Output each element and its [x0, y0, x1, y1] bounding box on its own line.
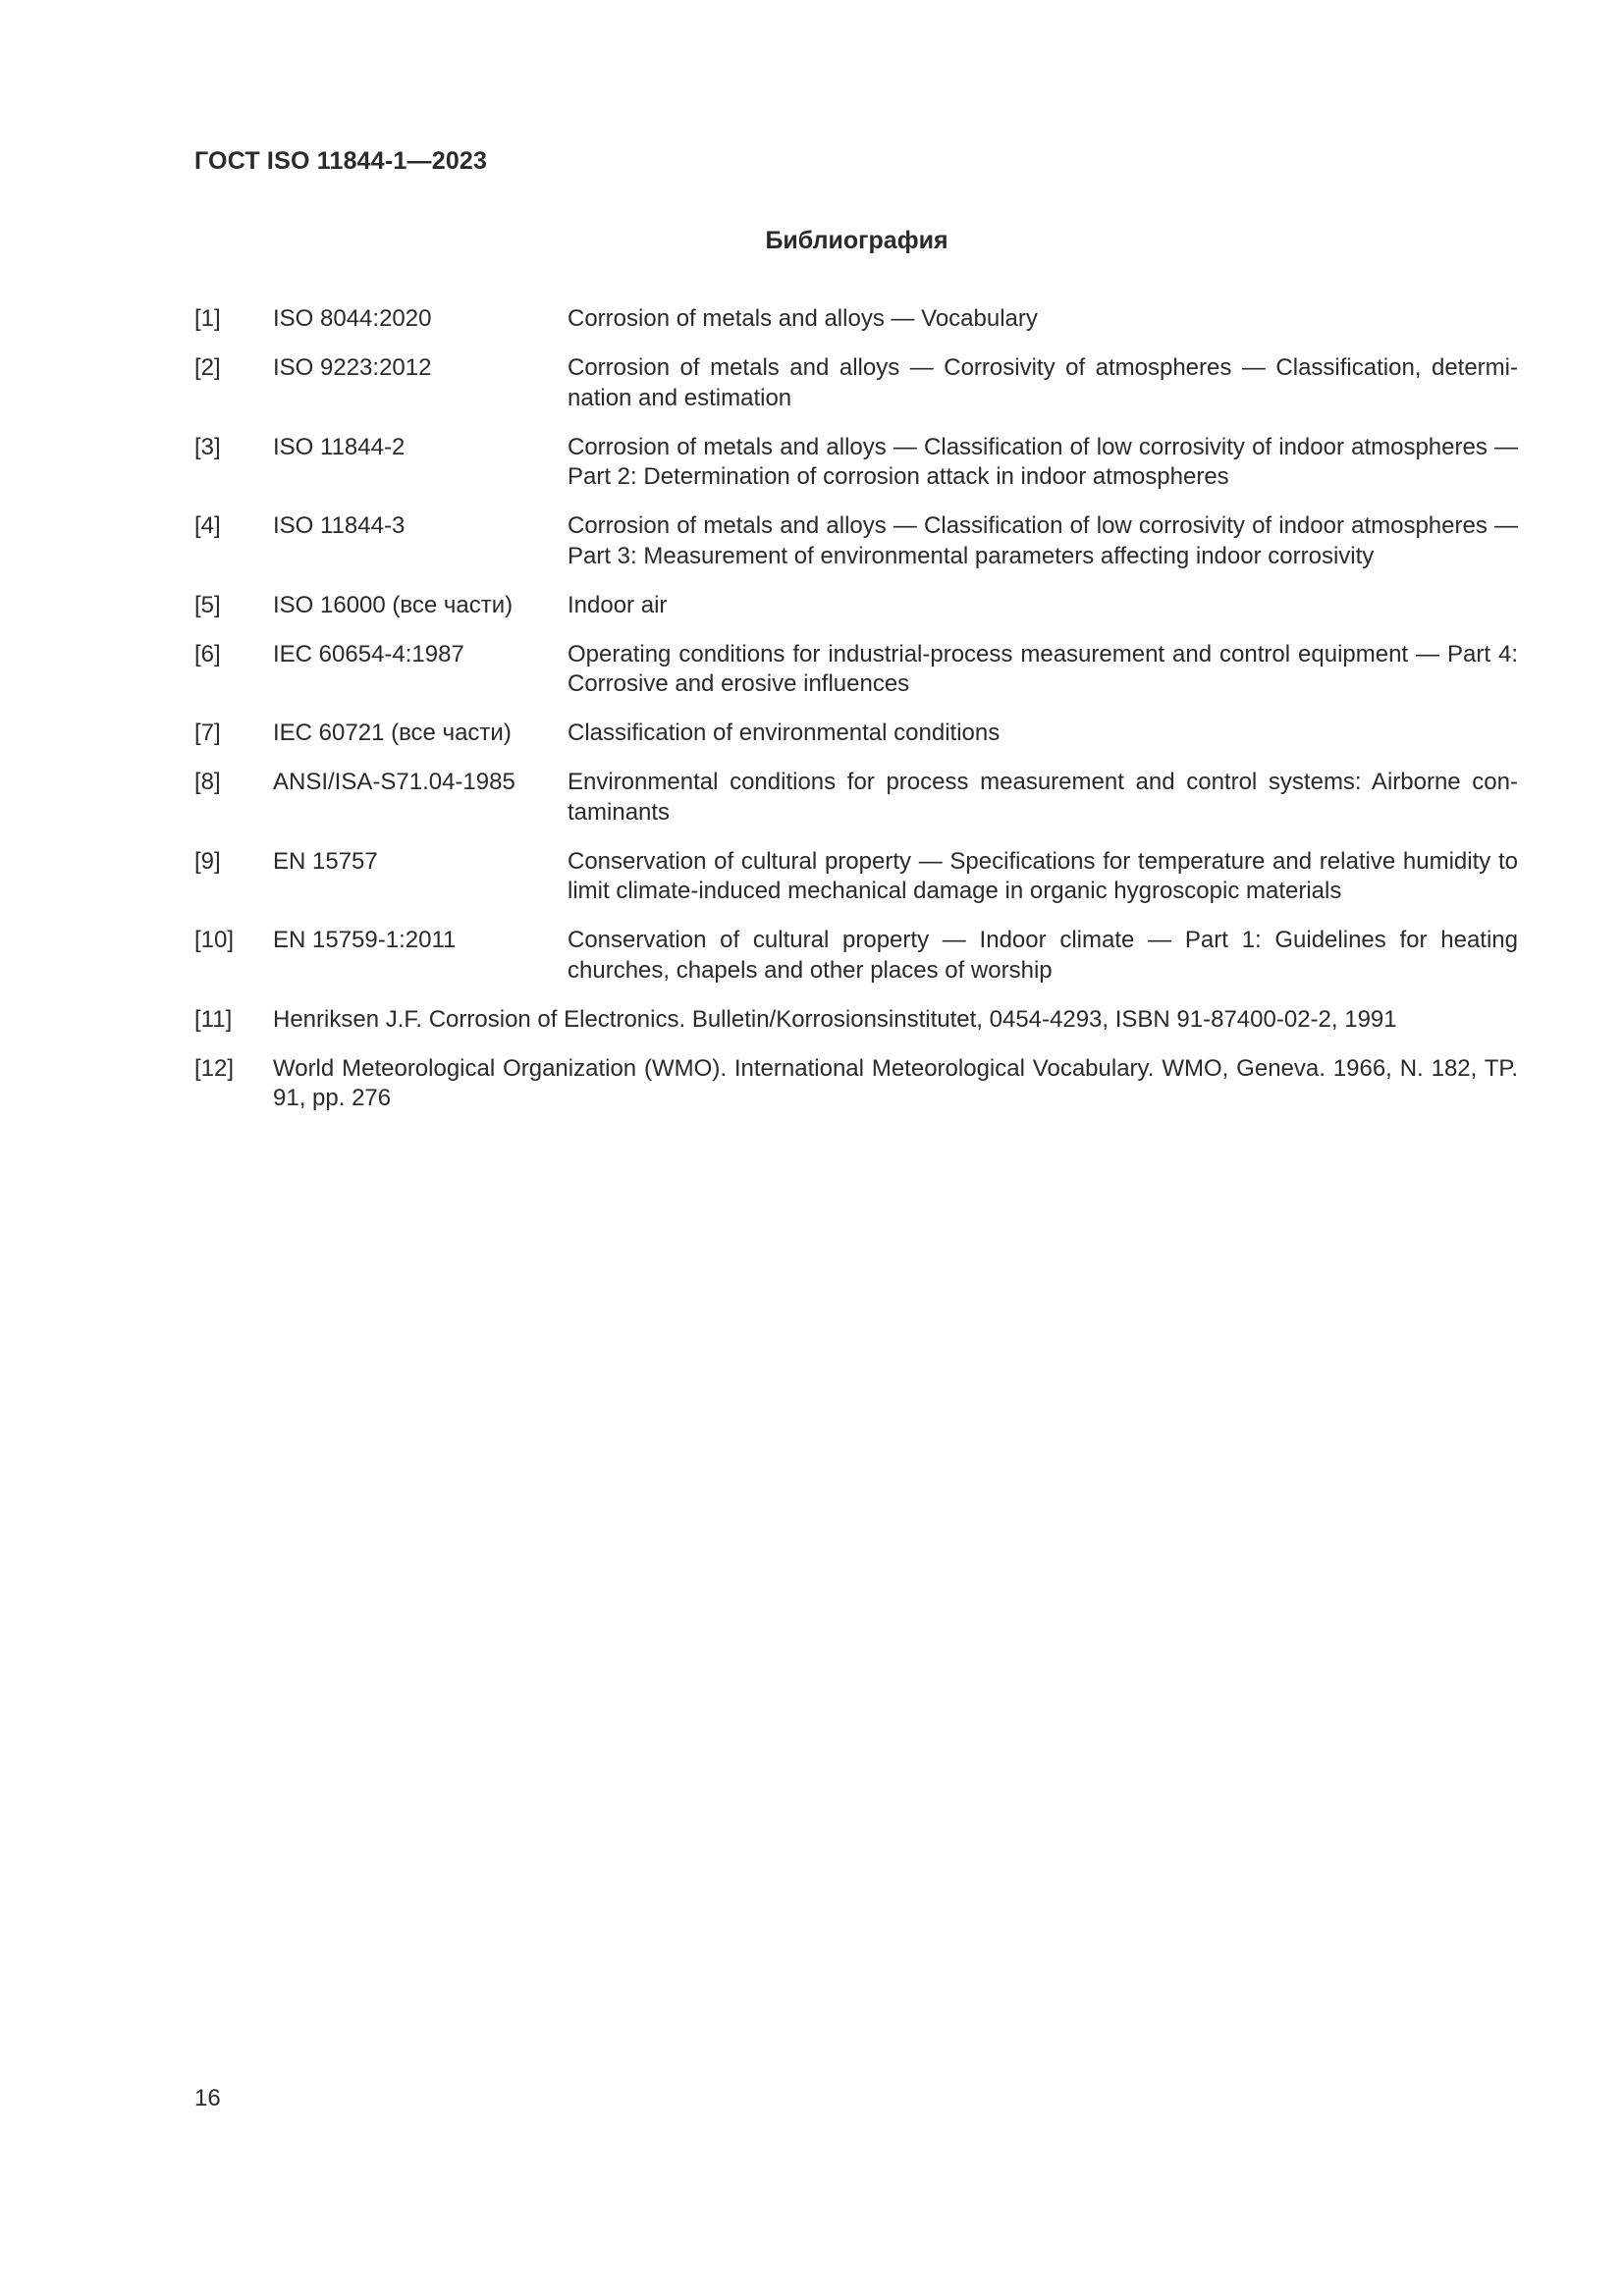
- reference-number: [8]: [194, 769, 221, 795]
- reference-item: [194, 719, 1518, 749]
- reference-code: IEC 60654-4:1987: [273, 640, 464, 667]
- reference-title: Operating conditions for industrial-process measurement and control equipment — Part 4: Corrosive and erosive influences: [568, 640, 1518, 697]
- reference-title: Corrosion of metals and alloys — Vocabulary: [568, 305, 1038, 332]
- reference-code: ANSI/ISA-S71.04-1985: [273, 769, 515, 795]
- reference-number: [3]: [194, 433, 221, 460]
- reference-number: [12]: [194, 1054, 235, 1082]
- reference-number: [9]: [194, 847, 221, 875]
- page-number: 16: [194, 2085, 221, 2111]
- bibliography-title: Библиография: [765, 227, 948, 254]
- reference-number: [10]: [194, 927, 235, 953]
- reference-code: EN 15757: [273, 847, 378, 875]
- reference-item: [194, 511, 1518, 571]
- reference-citation: World Meteorological Organization (WMO). International Meteorological Vocabulary. WMO, Geneva. 1966, N. 182, TP. 91, pp. 276: [273, 1054, 1518, 1111]
- reference-number: [5]: [194, 591, 221, 618]
- reference-title: Corrosion of metals and alloys — Classification of low corrosivity of indoor atmospheres — Part 2: Determination of corrosion attack in indoor atmospheres: [568, 433, 1518, 490]
- reference-code: ISO 8044:2020: [273, 305, 432, 332]
- reference-number: [11]: [194, 1005, 233, 1033]
- reference-number: [4]: [194, 512, 221, 539]
- reference-title: Environmental conditions for process measurement and control systems: Airborne contaminants: [568, 769, 1518, 826]
- reference-item: [194, 433, 1518, 493]
- reference-item: [194, 1005, 1518, 1036]
- reference-item: [194, 304, 1518, 335]
- reference-code: ISO 11844-2: [273, 433, 406, 460]
- reference-list: [194, 304, 1518, 1133]
- reference-code: ISO 16000 (все части): [273, 591, 514, 618]
- reference-citation: Henriksen J.F. Corrosion of Electronics. Bulletin/Korrosionsinstitutet, 0454-4293, ISBN 91-87400-02-2, 1991: [273, 1005, 1397, 1033]
- reference-number: [7]: [194, 720, 221, 746]
- reference-title: Conservation of cultural property — Indoor climate — Part 1: Guidelines for heating churches, chapels and other places of worship: [568, 927, 1518, 984]
- document-id-header: ГОСТ ISO 11844-1—2023: [194, 147, 488, 175]
- reference-item: [194, 768, 1518, 828]
- reference-code: ISO 9223:2012: [273, 354, 432, 381]
- reference-title: Corrosion of metals and alloys — Corrosivity of atmospheres — Classification, determination and estimation: [568, 354, 1518, 411]
- reference-item: [194, 353, 1518, 413]
- reference-item: [194, 1054, 1518, 1114]
- reference-title: Corrosion of metals and alloys — Classification of low corrosivity of indoor atmospheres — Part 3: Measurement of environmental parameters affecting indoor corrosivity: [568, 512, 1518, 569]
- reference-item: [194, 591, 1518, 621]
- reference-item: [194, 640, 1518, 700]
- reference-title: Indoor air: [568, 591, 668, 618]
- reference-number: [2]: [194, 354, 221, 381]
- reference-item: [194, 926, 1518, 986]
- reference-title: Classification of environmental conditions: [568, 720, 1001, 746]
- reference-number: [6]: [194, 640, 221, 667]
- reference-item: [194, 847, 1518, 907]
- reference-code: ISO 11844-3: [273, 512, 406, 539]
- reference-title: Conservation of cultural property — Specifications for temperature and relative humidity to limit climate-induced mechanical damage in organic hygroscopic materials: [568, 847, 1518, 904]
- reference-number: [1]: [194, 305, 221, 332]
- reference-code: EN 15759-1:2011: [273, 927, 457, 953]
- reference-code: IEC 60721 (все части): [273, 720, 512, 746]
